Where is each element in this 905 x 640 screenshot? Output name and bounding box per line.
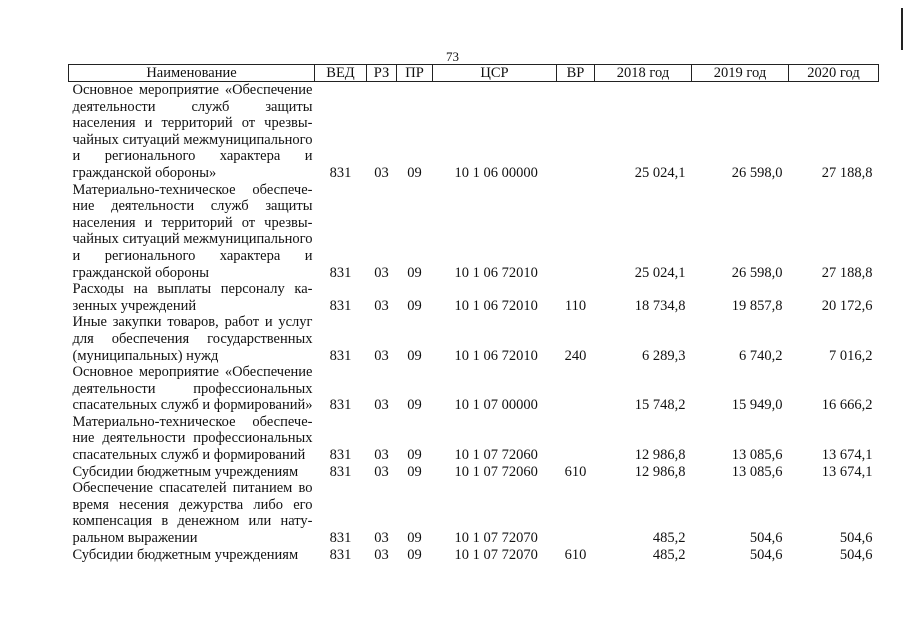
row-ved: 831 bbox=[329, 397, 352, 414]
row-2019: 19 857,8 bbox=[731, 297, 783, 314]
header-name: Наименование bbox=[69, 65, 315, 82]
table-row bbox=[69, 182, 879, 282]
header-vr: ВР bbox=[557, 65, 595, 82]
row-2019: 504,6 bbox=[749, 530, 783, 547]
row-rz: 03 bbox=[374, 164, 389, 181]
row-rz: 03 bbox=[374, 447, 389, 464]
row-2019: 504,6 bbox=[749, 546, 783, 563]
row-2018: 485,2 bbox=[652, 546, 686, 563]
row-pr: 09 bbox=[407, 164, 422, 181]
row-rz: 03 bbox=[374, 347, 389, 364]
row-rz: 03 bbox=[374, 546, 389, 563]
row-csr: 10 1 07 00000 bbox=[454, 397, 538, 414]
row-2020: 504,6 bbox=[839, 530, 873, 547]
row-2018: 12 986,8 bbox=[634, 463, 686, 480]
row-pr: 09 bbox=[407, 530, 422, 547]
row-ved: 831 bbox=[329, 297, 352, 314]
row-csr: 10 1 06 72010 bbox=[454, 297, 538, 314]
table-header-row bbox=[69, 65, 879, 82]
row-name: Материально-техническое обеспечение деятельности профессиональных спасательных служб и формирований bbox=[72, 413, 313, 464]
row-pr: 09 bbox=[407, 264, 422, 281]
table-row bbox=[69, 547, 879, 564]
row-csr: 10 1 07 72060 bbox=[454, 447, 538, 464]
row-pr: 09 bbox=[407, 447, 422, 464]
row-2019: 13 085,6 bbox=[731, 447, 783, 464]
row-2019: 13 085,6 bbox=[731, 463, 783, 480]
row-csr: 10 1 07 72070 bbox=[454, 530, 538, 547]
row-vr: 110 bbox=[564, 297, 587, 314]
row-ved: 831 bbox=[329, 463, 352, 480]
row-2019: 15 949,0 bbox=[731, 397, 783, 414]
row-name: Субсидии бюджетным учреждениям bbox=[72, 546, 299, 563]
row-csr: 10 1 07 72070 bbox=[454, 546, 538, 563]
row-2018: 25 024,1 bbox=[634, 264, 686, 281]
header-csr: ЦСР bbox=[433, 65, 557, 82]
row-csr: 10 1 06 72010 bbox=[454, 347, 538, 364]
row-vr bbox=[557, 82, 595, 182]
row-pr: 09 bbox=[407, 463, 422, 480]
row-pr: 09 bbox=[407, 297, 422, 314]
row-2020: 20 172,6 bbox=[821, 297, 873, 314]
table-row bbox=[69, 464, 879, 481]
row-ved: 831 bbox=[329, 347, 352, 364]
table-row bbox=[69, 82, 879, 182]
header-2019: 2019 год bbox=[692, 65, 789, 82]
row-ved: 831 bbox=[329, 264, 352, 281]
row-2018: 485,2 bbox=[652, 530, 686, 547]
row-vr bbox=[557, 364, 595, 414]
row-2020: 16 666,2 bbox=[821, 397, 873, 414]
row-2019: 26 598,0 bbox=[731, 164, 783, 181]
row-name: Субсидии бюджетным учреждениям bbox=[72, 463, 299, 480]
row-2018: 15 748,2 bbox=[634, 397, 686, 414]
row-2020: 27 188,8 bbox=[821, 164, 873, 181]
row-rz: 03 bbox=[374, 463, 389, 480]
row-2018: 18 734,8 bbox=[634, 297, 686, 314]
row-rz: 03 bbox=[374, 264, 389, 281]
budget-table bbox=[68, 64, 879, 563]
row-2020: 7 016,2 bbox=[829, 347, 873, 364]
table-row bbox=[69, 281, 879, 314]
row-vr bbox=[557, 480, 595, 546]
row-rz: 03 bbox=[374, 530, 389, 547]
row-2019: 26 598,0 bbox=[731, 264, 783, 281]
row-name: Материально-техническое обеспечение деятельности служб защиты населения и территорий от чрезвычайных ситуаций межмуниципального и регионального характера и гражданской обороны bbox=[72, 181, 313, 281]
row-name: Основное мероприятие «Обеспечение деятельности профессиональных спасательных служб и формирований» bbox=[72, 364, 313, 414]
row-2020: 504,6 bbox=[839, 546, 873, 563]
table-row bbox=[69, 314, 879, 364]
row-rz: 03 bbox=[374, 397, 389, 414]
table-row bbox=[69, 414, 879, 464]
row-2020: 13 674,1 bbox=[821, 447, 873, 464]
row-name: Основное мероприятие «Обеспечение деятельности служб защиты населения и территорий от чрезвычайных ситуаций межмуниципального и регионального характера и гражданской обороны» bbox=[72, 82, 313, 181]
row-ved: 831 bbox=[329, 164, 352, 181]
header-rz: РЗ bbox=[367, 65, 397, 82]
row-csr: 10 1 06 72010 bbox=[454, 264, 538, 281]
row-ved: 831 bbox=[329, 530, 352, 547]
row-vr: 610 bbox=[564, 463, 587, 480]
row-ved: 831 bbox=[329, 447, 352, 464]
row-name: Иные закупки товаров, работ и услуг для обеспечения государственных (муниципальных) нужд bbox=[72, 314, 313, 364]
row-pr: 09 bbox=[407, 347, 422, 364]
row-name: Расходы на выплаты персоналу казенных учреждений bbox=[72, 281, 313, 314]
row-2020: 27 188,8 bbox=[821, 264, 873, 281]
page-edge-mark bbox=[901, 8, 903, 50]
row-vr bbox=[557, 182, 595, 282]
row-name: Обеспечение спасателей питанием во время несения дежурства либо его компенсация в денежном или натуральном выражении bbox=[72, 480, 313, 547]
row-vr: 610 bbox=[564, 546, 587, 563]
table-row bbox=[69, 364, 879, 414]
page-number: 73 bbox=[446, 49, 459, 64]
row-2020: 13 674,1 bbox=[821, 463, 873, 480]
row-vr bbox=[557, 414, 595, 464]
row-csr: 10 1 07 72060 bbox=[454, 463, 538, 480]
row-2018: 25 024,1 bbox=[634, 164, 686, 181]
row-pr: 09 bbox=[407, 546, 422, 563]
row-rz: 03 bbox=[374, 297, 389, 314]
table-row bbox=[69, 480, 879, 546]
row-pr: 09 bbox=[407, 397, 422, 414]
row-2018: 6 289,3 bbox=[642, 347, 686, 364]
row-ved: 831 bbox=[329, 546, 352, 563]
table-body bbox=[69, 82, 879, 564]
header-2018: 2018 год bbox=[595, 65, 692, 82]
header-pr: ПР bbox=[397, 65, 433, 82]
row-2018: 12 986,8 bbox=[634, 447, 686, 464]
header-ved: ВЕД bbox=[315, 65, 367, 82]
header-2020: 2020 год bbox=[789, 65, 879, 82]
row-2019: 6 740,2 bbox=[739, 347, 783, 364]
row-vr: 240 bbox=[564, 347, 587, 364]
row-csr: 10 1 06 00000 bbox=[454, 164, 538, 181]
